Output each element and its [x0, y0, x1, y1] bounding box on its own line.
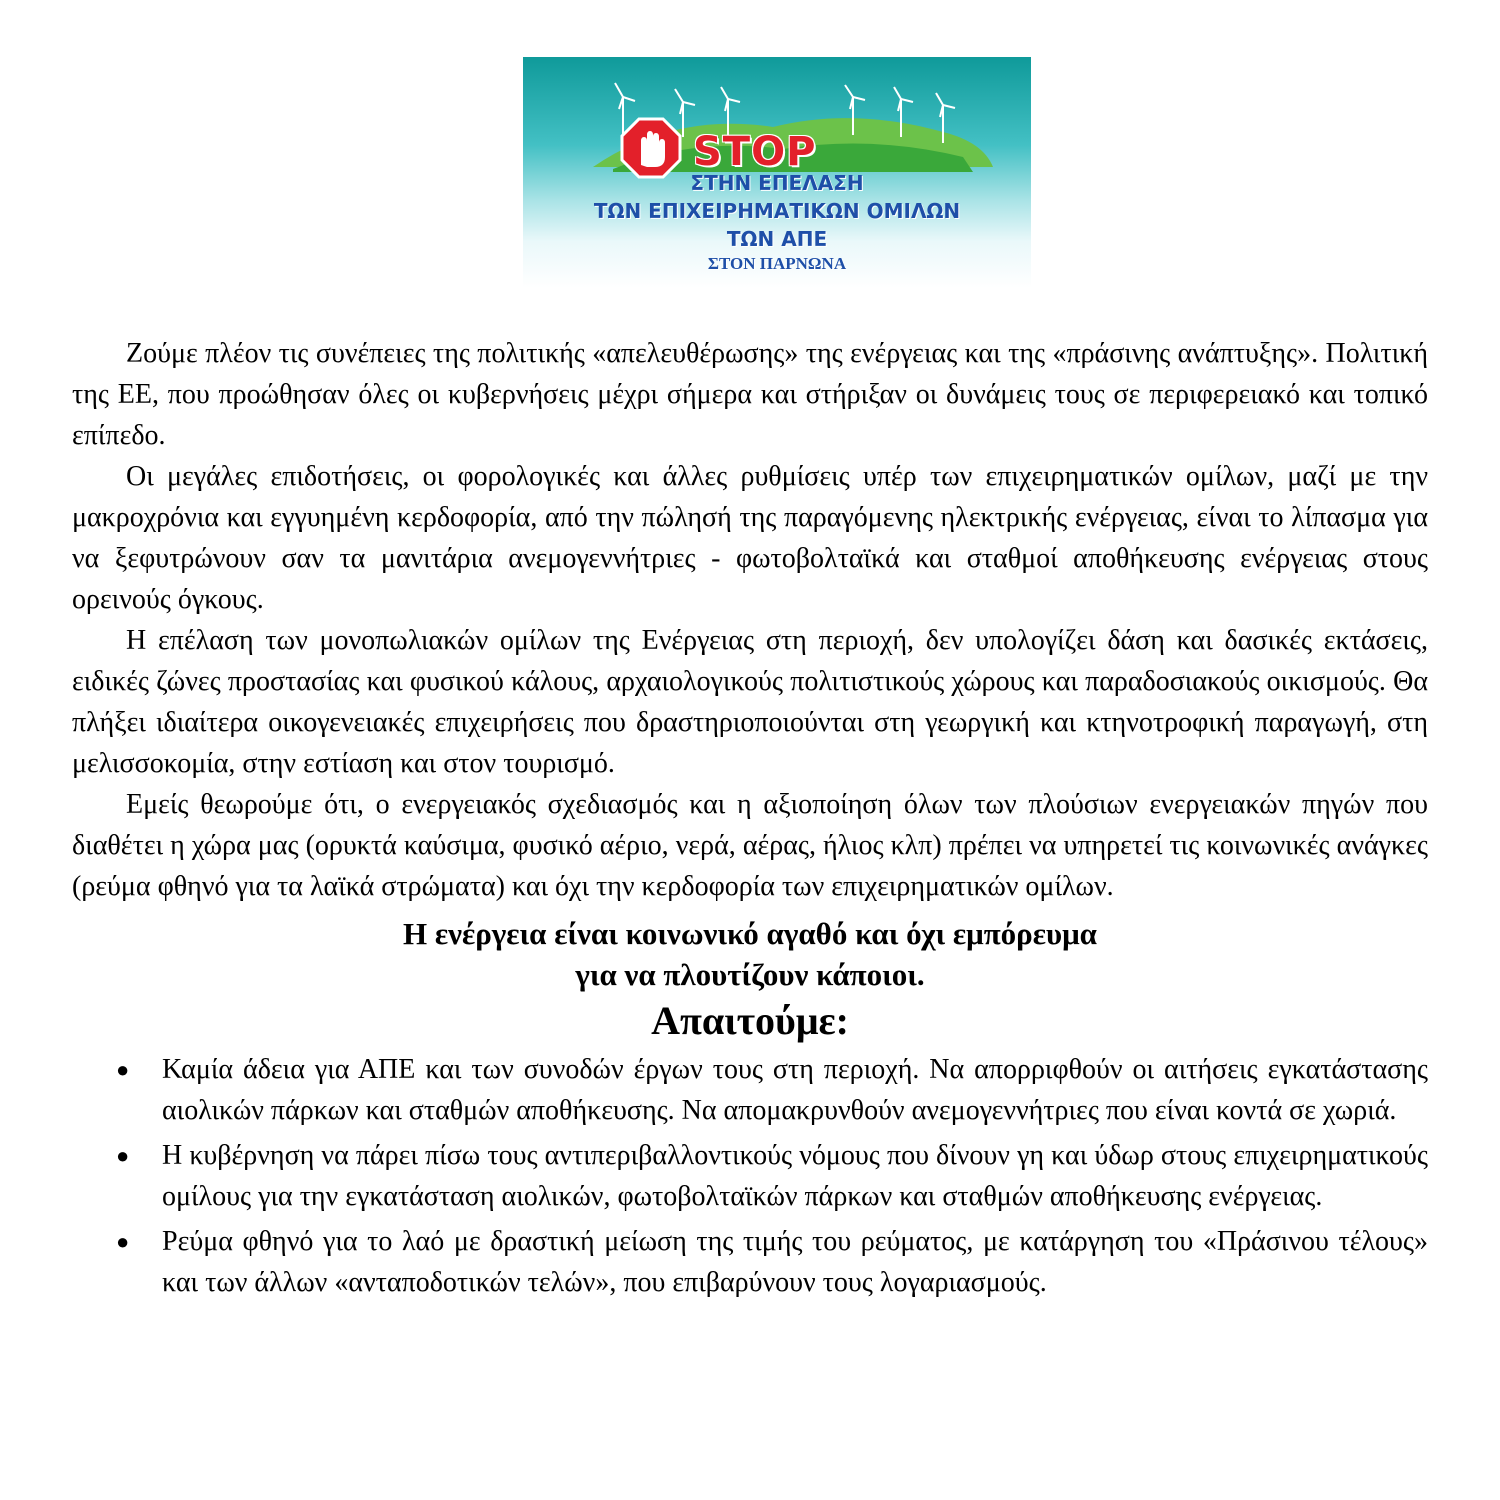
demands-heading: Απαιτούμε: — [651, 998, 849, 1043]
demands-list — [72, 1049, 1428, 1303]
demand-text: Η κυβέρνηση να πάρει πίσω τους αντιπεριβαλλοντικούς νόμους που δίνουν γη και ύδωρ στους επιχειρηματικούς ομίλους για την εγκατάσταση αιολικών, φωτοβολταϊκών πάρκων και σταθμών αποθήκευσης ενέργειας. — [162, 1140, 1428, 1212]
paragraph: Εμείς θεωρούμε ότι, ο ενεργειακός σχεδιασμός και η αξιοποίηση όλων των πλούσιων ενεργειακών πηγών που διαθέτει η χώρα μας (ορυκτά καύσιμα, φυσικό αέριο, νερά, αέρας, ήλιος κλπ) πρέπει να υπηρετεί τις κοινωνικές ανάγκες (ρεύμα φθηνό για τα λαϊκά στρώματα) και όχι την κερδοφορία των επιχειρηματικών ομίλων. — [72, 789, 1428, 902]
document-body — [72, 333, 1428, 1307]
demand-text: Ρεύμα φθηνό για το λαό με δραστική μείωση της τιμής του ρεύματος, με κατάργηση του «Πράσινου τέλους» και των άλλων «ανταποδοτικών τελών», που επιβαρύνουν τους λογαριασμούς. — [162, 1226, 1428, 1298]
paragraph: Οι μεγάλες επιδοτήσεις, οι φορολογικές και άλλες ρυθμίσεις υπέρ των επιχειρηματικών ομίλων, μαζί με την μακροχρόνια και εγγυημένη κερδοφορία, από την πώλησή της παραγόμενης ηλεκτρικής ενέργειας, είναι το λίπασμα για να ξεφυτρώνουν σαν τα μανιτάρια ανεμογεννήτριες - φωτοβολταϊκά και σταθμοί αποθήκευσης ενέργειας στους ορεινούς όγκους. — [72, 461, 1428, 615]
slogan-line-1: Η ενέργεια είναι κοινωνικό αγαθό και όχι εμπόρευμα — [403, 916, 1097, 951]
slogan-line-2: για να πλουτίζουν κάποιοι. — [575, 957, 925, 992]
paragraph: Ζούμε πλέον τις συνέπειες της πολιτικής «απελευθέρωσης» της ενέργειας και της «πράσινης ανάπτυξης». Πολιτική της ΕΕ, που προώθησαν όλες οι κυβερνήσεις μέχρι σήμερα και στήριξαν οι δυνάμεις τους σε περιφερειακό και τοπικό επίπεδο. — [72, 338, 1428, 451]
campaign-banner — [523, 57, 1031, 288]
paragraph: Η επέλαση των μονοπωλιακών ομίλων της Ενέργειας στη περιοχή, δεν υπολογίζει δάση και δασικές εκτάσεις, ειδικές ζώνες προστασίας και φυσικού κάλους, αρχαιολογικούς πολιτιστικούς χώρους και παραδοσιακούς οικισμούς. Θα πλήξει ιδιαίτερα οικογενειακές επιχειρήσεις που δραστηριοποιούνται στη γεωργική και κτηνοτροφική παραγωγή, στη μελισσοκομία, στην εστίαση και στον τουρισμό. — [72, 625, 1428, 779]
banner-line-1: ΣΤΗΝ ΕΠΕΛΑΣΗ — [690, 171, 864, 195]
bullet-icon: ● — [116, 1143, 130, 1168]
list-item — [72, 1221, 1428, 1303]
list-item — [72, 1049, 1428, 1131]
banner-line-4: ΣΤΟΝ ΠΑΡΝΩΝΑ — [707, 254, 847, 273]
bullet-icon: ● — [116, 1057, 130, 1082]
demand-text: Καμία άδεια για ΑΠΕ και των συνοδών έργων τους στη περιοχή. Να απορριφθούν οι αιτήσεις εγκατάστασης αιολικών πάρκων και σταθμών αποθήκευσης. Να απομακρυνθούν ανεμογεννήτριες που είναι κοντά σε χωριά. — [162, 1054, 1428, 1126]
list-item — [72, 1135, 1428, 1217]
stop-hand-icon — [622, 119, 680, 177]
bullet-icon: ● — [116, 1229, 130, 1254]
banner-stop-text: STOP — [693, 129, 817, 175]
banner-line-2: ΤΩΝ ΕΠΙΧΕΙΡΗΜΑΤΙΚΩΝ ΟΜΙΛΩΝ — [593, 199, 961, 223]
banner-line-3: ΤΩΝ ΑΠΕ — [726, 227, 828, 251]
